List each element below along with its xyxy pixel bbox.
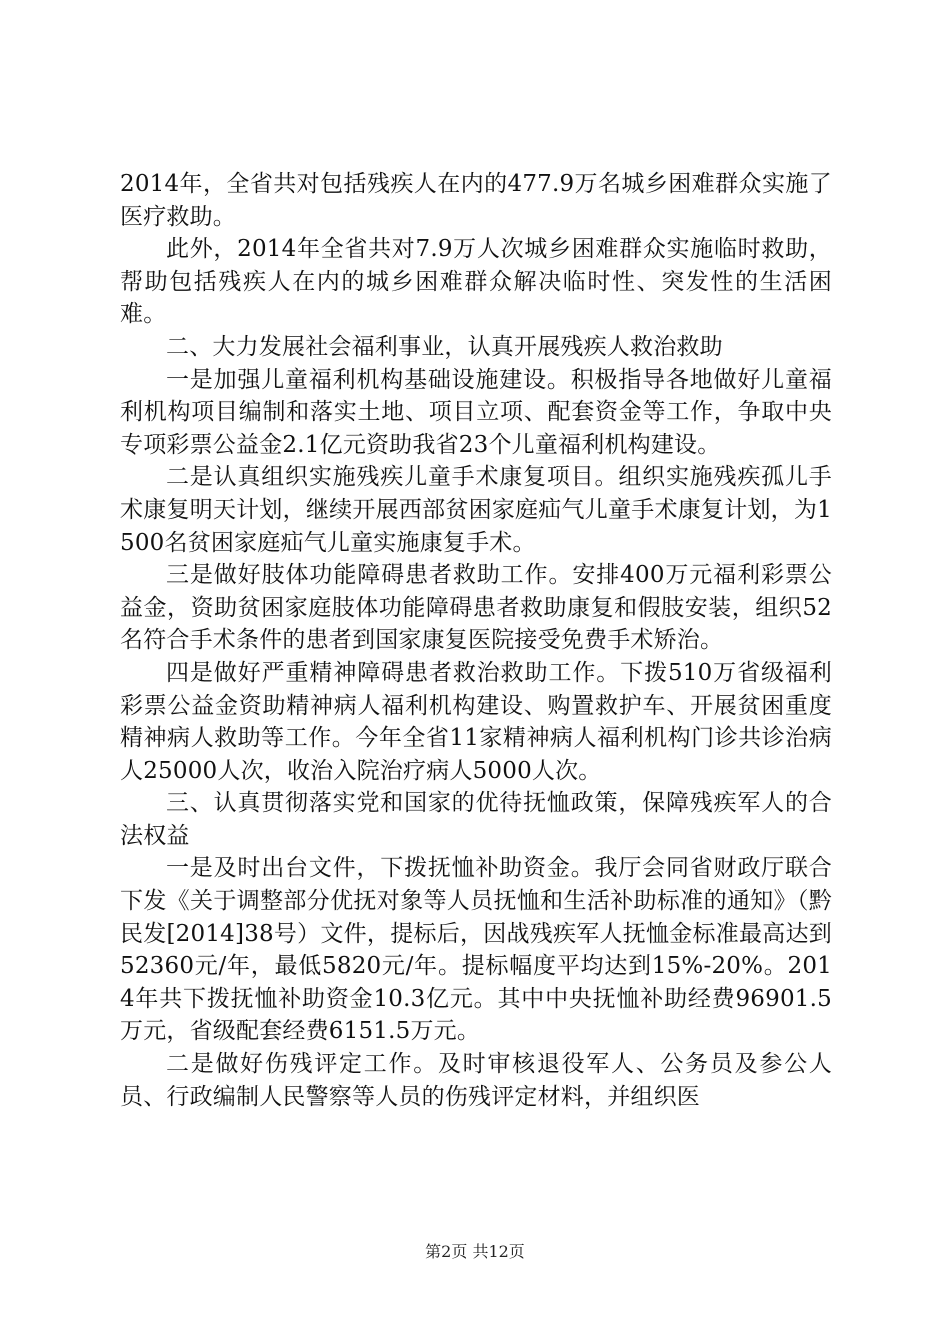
page-number-footer: 第2页 共12页: [425, 1242, 525, 1261]
paragraph-10: 二是做好伤残评定工作。及时审核退役军人、公务员及参公人员、行政编制人民警察等人员的伤残评定材料，并组织医: [120, 1051, 832, 1110]
section-heading-3: 三、认真贯彻落实党和国家的优待抚恤政策，保障残疾军人的合法权益: [120, 790, 832, 849]
paragraph-9: 一是及时出台文件，下拨抚恤补助资金。我厅会同省财政厅联合下发《关于调整部分优抚对象等人员抚恤和生活补助标准的通知》（黔民发[2014]38号）文件，提标后，因战残疾军人抚恤金标准最高达到52360元/年，最低5820元/年。提标幅度平均达到15%-20%。2014年共下拨抚恤补助资金10.3亿元。其中中央抚恤补助经费96901.5万元，省级配套经费6151.5万元。: [120, 855, 832, 1045]
paragraph-2: 此外，2014年全省共对7.9万人次城乡困难群众实施临时救助，帮助包括残疾人在内的城乡困难群众解决临时性、突发性的生活困难。: [120, 236, 832, 328]
section-heading-2: 二、大力发展社会福利事业，认真开展残疾人救治救助: [166, 333, 723, 360]
paragraph-5: 二是认真组织实施残疾儿童手术康复项目。组织实施残疾孤儿手术康复明天计划，继续开展西部贫困家庭疝气儿童手术康复计划，为1500名贫困家庭疝气儿童实施康复手术。: [120, 464, 832, 556]
paragraph-7: 四是做好严重精神障碍患者救治救助工作。下拨510万省级福利彩票公益金资助精神病人福利机构建设、购置救护车、开展贫困重度精神病人救助等工作。今年全省11家精神病人福利机构门诊共诊治病人25000人次，收治入院治疗病人5000人次。: [120, 659, 832, 784]
paragraph-4: 一是加强儿童福利机构基础设施建设。积极指导各地做好儿童福利机构项目编制和落实土地、项目立项、配套资金等工作，争取中央专项彩票公益金2.1亿元资助我省23个儿童福利机构建设。: [120, 366, 832, 458]
paragraph-6: 三是做好肢体功能障碍患者救助工作。安排400万元福利彩票公益金，资助贫困家庭肢体功能障碍患者救助康复和假肢安装，组织52名符合手术条件的患者到国家康复医院接受免费手术矫治。: [120, 562, 832, 654]
document-body: [120, 168, 832, 1113]
paragraph-1: 2014年，全省共对包括残疾人在内的477.9万名城乡困难群众实施了医疗救助。: [120, 171, 832, 230]
